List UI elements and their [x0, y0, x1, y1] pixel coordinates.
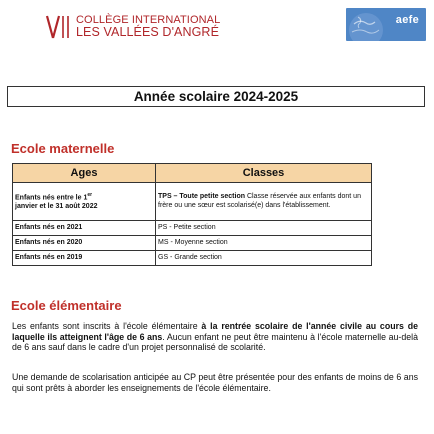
- column-header-classes: Classes: [156, 164, 372, 183]
- age-cell: [13, 183, 156, 221]
- class-cell: MS - Moyenne section: [156, 236, 372, 251]
- table-row: [13, 221, 372, 236]
- paragraph-text: Les enfants sont inscrits à l'école élémentaire: [12, 321, 202, 331]
- school-year-title-box: [7, 86, 425, 107]
- page-header: [0, 0, 434, 60]
- section-heading-maternelle: Ecole maternelle: [11, 141, 115, 156]
- class-cell: [156, 183, 372, 221]
- maternelle-classes-table: [12, 163, 372, 266]
- aefe-logo: [346, 8, 426, 41]
- table-row: [13, 251, 372, 266]
- paragraph-emphasis: à la rentrée scolaire de l'année civile au cours de laquelle ils atteignent l'âge de 6 ans: [12, 321, 418, 342]
- table-row: [13, 236, 372, 251]
- class-name-tps: TPS – Toute petite section: [158, 193, 245, 200]
- paragraph-admission-age: [12, 321, 418, 353]
- class-cell: PS - Petite section: [156, 221, 372, 236]
- age-text-part1: Enfants nés entre le 1: [15, 194, 88, 202]
- page-title: Année scolaire 2024-2025: [133, 89, 299, 104]
- table-header-row: [13, 164, 372, 183]
- age-cell: Enfants nés en 2020: [13, 236, 156, 251]
- column-header-ages: Ages: [13, 164, 156, 183]
- paragraph-early-cp: Une demande de scolarisation anticipée au CP peut être présentée pour des enfants de moins de 6 ans qui sont prêts à aborder les enseignements de l'école élémentaire.: [12, 372, 418, 393]
- class-cell: GS - Grande section: [156, 251, 372, 266]
- aefe-label: aefe: [395, 14, 419, 26]
- logo-line-1: COLLÈGE INTERNATIONAL: [76, 14, 221, 26]
- school-logo-text: [76, 15, 220, 38]
- school-logo-icon: [44, 14, 74, 40]
- paragraph-text: . Aucun enfant ne peut être maintenu à l'école maternelle au-delà de 6 ans sauf dans le cadre d'un projet personnalisé de scolarité.: [12, 331, 418, 353]
- logo-line-2: LES VALLÉES D'ANGRÉ: [76, 25, 220, 39]
- age-cell: Enfants nés en 2019: [13, 251, 156, 266]
- age-cell: Enfants nés en 2021: [13, 221, 156, 236]
- age-text-part2: janvier et le 31 août 2022: [15, 203, 98, 211]
- section-heading-elementaire: Ecole élémentaire: [11, 298, 122, 313]
- age-superscript: er: [87, 192, 93, 199]
- table-row: [13, 183, 372, 221]
- class-note-tps: Classe réservée aux enfants dont un frère ou une sœur est scolarisé(e) dans l'établissement.: [158, 193, 361, 209]
